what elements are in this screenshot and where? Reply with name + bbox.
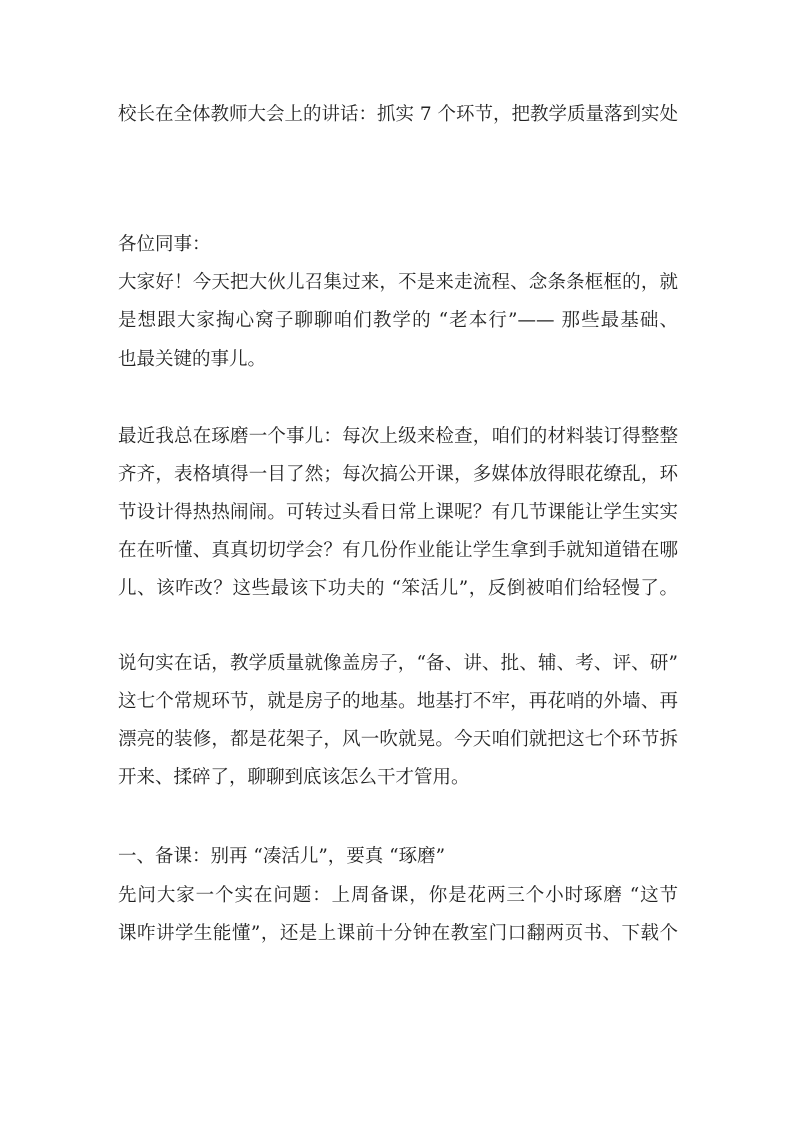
paragraph-line: 这七个常规环节，就是房子的地基。地基打不牢，再花哨的外墙、再: [118, 691, 678, 712]
paragraph-line: 最近我总在琢磨一个事儿：每次上级来检查，咱们的材料装订得整整: [118, 426, 678, 447]
paragraph-line: 大家好！今天把大伙儿召集过来，不是来走流程、念条条框框的，就: [118, 272, 678, 293]
paragraph-line: 说句实在话，教学质量就像盖房子，“备、讲、批、辅、考、评、研”: [118, 653, 678, 674]
paragraph-line: 先问大家一个实在问题：上周备课，你是花两三个小时琢磨 “这节: [118, 885, 678, 906]
paragraph-line: 课咋讲学生能懂”，还是上课前十分钟在教室门口翻两页书、下载个: [118, 923, 678, 944]
section-heading: 一、备课：别再 “凑活儿”，要真 “琢磨”: [118, 846, 446, 867]
paragraph-line: 漂亮的装修，都是花架子，风一吹就晃。今天咱们就把这七个环节拆: [118, 729, 678, 750]
paragraph-line: 齐齐，表格填得一目了然；每次搞公开课，多媒体放得眼花缭乱，环: [118, 464, 678, 485]
paragraph-line: 在在听懂、真真切切学会？有几份作业能让学生拿到手就知道错在哪: [118, 540, 678, 561]
paragraph-line: 是想跟大家掏心窝子聊聊咱们教学的 “老本行”—— 那些最基础、: [118, 310, 678, 331]
paragraph-line: 儿、该咋改？这些最该下功夫的 “笨活儿”，反倒被咱们给轻慢了。: [118, 578, 678, 599]
paragraph-line: 开来、揉碎了，聊聊到底该怎么干才管用。: [118, 767, 470, 788]
salutation: 各位同事：: [118, 234, 211, 255]
paragraph-line: 也最关键的事儿。: [118, 349, 267, 370]
document-title: 校长在全体教师大会上的讲话：抓实 7 个环节，把教学质量落到实处: [118, 104, 679, 125]
paragraph-line: 节设计得热热闹闹。可转过头看日常上课呢？有几节课能让学生实实: [118, 502, 678, 523]
